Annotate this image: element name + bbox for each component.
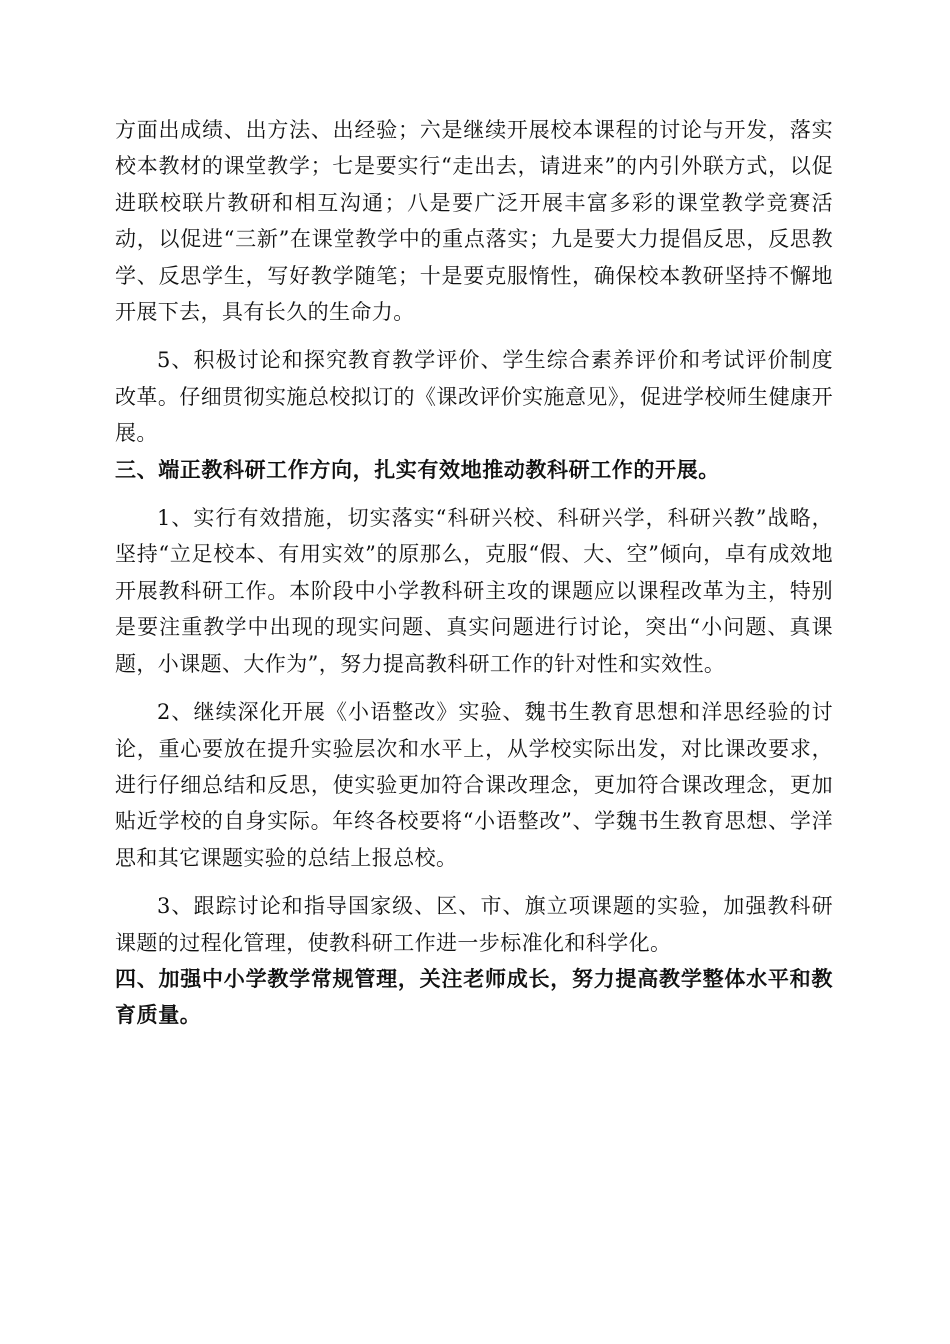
paragraph-continued: 方面出成绩、出方法、出经验；六是继续开展校本课程的讨论与开发，落实校本教材的课堂教学；七是要实行“走出去，请进来”的内引外联方式，以促进联校联片教研和相互沟通；八是要广泛开展丰富多彩的课堂教学竞赛活动，以促进“三新”在课堂教学中的重点落实；九是要大力提倡反思，反思教学、反思学生，写好教学随笔；十是要克服惰性，确保校本教研坚持不懈地开展下去，具有长久的生命力。 <box>115 118 833 325</box>
section-heading-3: 三、端正教科研工作方向，扎实有效地推动教科研工作的开展。 <box>115 456 720 482</box>
section-3-item-2: 2、继续深化开展《小语整改》实验、魏书生教育思想和洋思经验的讨论，重心要放在提升实验层次和水平上，从学校实际出发，对比课改要求，进行仔细总结和反思，使实验更加符合课改理念，更加符合课改理念，更加贴近学校的自身实际。年终各校要将“小语整改”、学魏书生教育思想、学洋思和其它课题实验的总结上报总校。 <box>115 700 833 870</box>
document-page <box>115 112 833 1034</box>
section-heading-4: 四、加强中小学教学常规管理，关注老师成长，努力提高教学整体水平和教育质量。 <box>115 965 833 1028</box>
paragraph-item-5: 5、积极讨论和探究教育教学评价、学生综合素养评价和考试评价制度改革。仔细贯彻实施总校拟订的《课改评价实施意见》，促进学校师生健康开展。 <box>115 348 833 446</box>
section-3-item-1: 1、实行有效措施，切实落实“科研兴校、科研兴学，科研兴教”战略，坚持“立足校本、有用实效”的原那么，克服“假、大、空”倾向，卓有成效地开展教科研工作。本阶段中小学教科研主攻的课题应以课程改革为主，特别是要注重教学中出现的现实问题、真实问题进行讨论，突出“小问题、真课题，小课题、大作为”，努力提高教科研工作的针对性和实效性。 <box>115 506 833 676</box>
section-3-item-3: 3、跟踪讨论和指导国家级、区、市、旗立项课题的实验，加强教科研课题的过程化管理，使教科研工作进一步标准化和科学化。 <box>115 894 833 955</box>
